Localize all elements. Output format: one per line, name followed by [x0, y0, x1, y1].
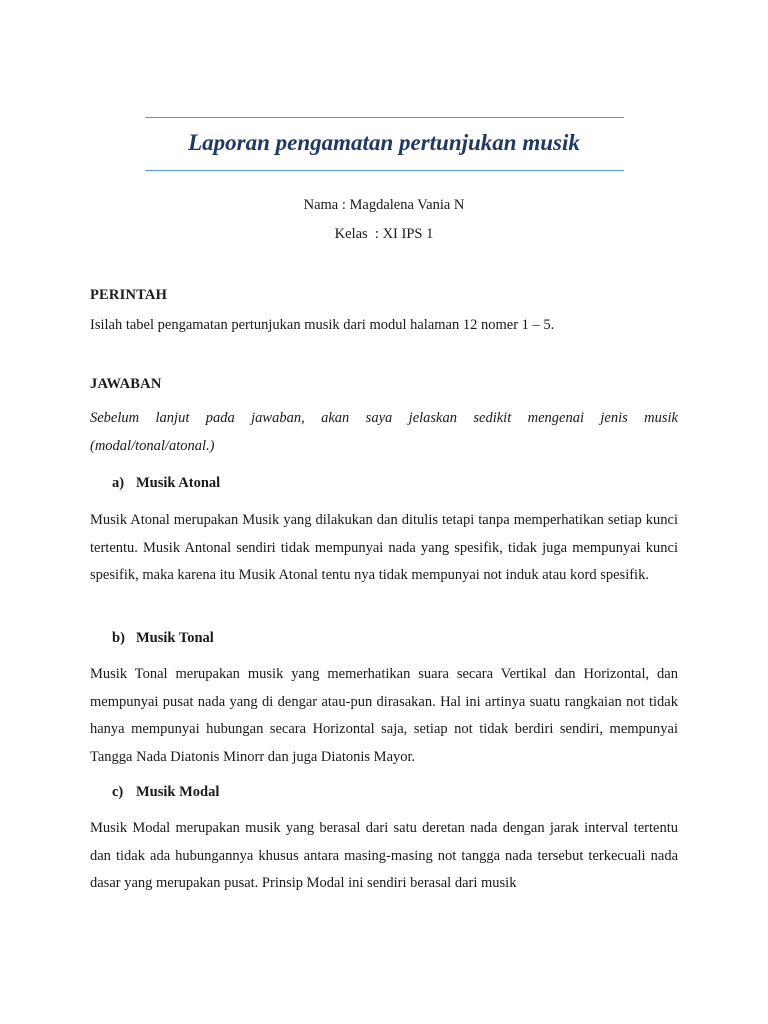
section-marker: c) [112, 784, 124, 800]
section-heading-tonal [112, 628, 214, 648]
section-heading-modal [112, 782, 219, 802]
title-bottom-rule [145, 170, 624, 171]
class-value: XI IPS 1 [382, 226, 434, 242]
perintah-text: Isilah tabel pengamatan pertunjukan musik dari modul halaman 12 nomer 1 – 5. [90, 317, 555, 333]
name-label: Nama : [303, 197, 350, 213]
section-body-tonal: Musik Tonal merupakan musik yang memerhatikan suara secara Vertikal dan Horizontal, dan mempunyai pusat nada yang di dengar atau-pun dirasakan. Hal ini artinya suatu rangkaian not tidak hanya mempunyai hubungan secara Horizontal saja, setiap not tidak berdiri sendiri, mempunyai Tangga Nada Diatonis Minorr dan juga Diatonis Mayor. [90, 666, 678, 765]
class-label: Kelas : [334, 226, 383, 242]
jawaban-intro: Sebelum lanjut pada jawaban, akan saya jelaskan sedikit mengenai jenis musik (modal/tonal/atonal.) [90, 410, 678, 454]
student-class-line [90, 224, 678, 244]
section-title: Musik Tonal [136, 630, 214, 646]
section-title: Musik Atonal [136, 475, 221, 491]
section-body-modal: Musik Modal merupakan musik yang berasal dari satu deretan nada dengan jarak interval tertentu dan tidak ada hubungannya khusus antara masing-masing not tangga nada tersebut terkecuali nada dasar yang merupakan pusat. Prinsip Modal ini sendiri berasal dari musik [90, 820, 678, 891]
section-marker: a) [112, 475, 125, 491]
student-name-line [90, 195, 678, 215]
perintah-heading: PERINTAH [90, 287, 168, 303]
name-value: Magdalena Vania N [349, 197, 465, 213]
section-body-atonal: Musik Atonal merupakan Musik yang dilakukan dan ditulis tetapi tanpa memperhatikan setiap kunci tertentu. Musik Antonal sendiri tidak mempunyai nada yang spesifik, tidak juga mempunyai kunci spesifik, maka karena itu Musik Atonal tentu nya tidak mempunyai not induk atau kord spesifik. [90, 512, 678, 583]
section-heading-atonal [112, 473, 220, 493]
document-title: Laporan pengamatan pertunjukan musik [188, 130, 580, 155]
jawaban-heading: JAWABAN [90, 376, 162, 392]
title-top-rule [145, 117, 624, 118]
section-title: Musik Modal [136, 784, 220, 800]
section-marker: b) [112, 630, 125, 646]
